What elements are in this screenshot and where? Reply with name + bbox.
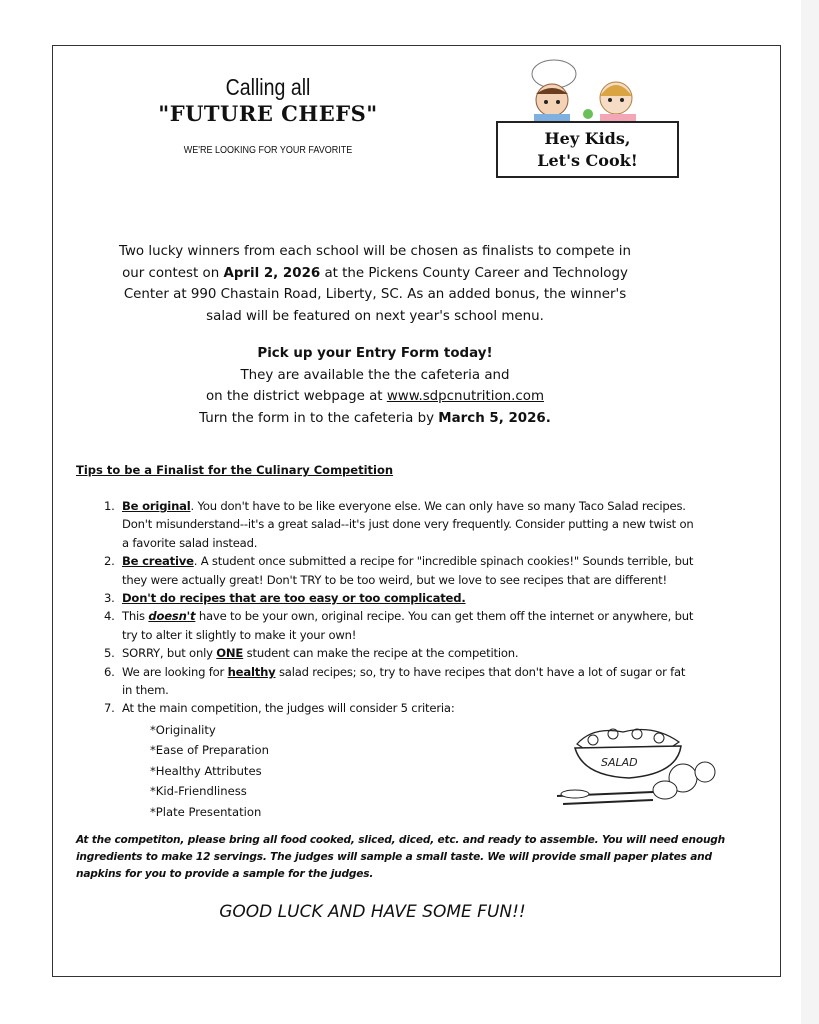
- badge-line-2: Let's Cook!: [537, 151, 638, 170]
- criterion: *Healthy Attributes: [150, 763, 262, 778]
- item-text: At the main competition, the judges will consider 5 criteria:: [122, 701, 455, 716]
- criterion: *Plate Presentation: [150, 804, 262, 819]
- closing-message: GOOD LUCK AND HAVE SOME FUN!!: [219, 901, 526, 922]
- criteria-list: [150, 720, 450, 822]
- item-number: 5.: [104, 646, 115, 661]
- entry-line: They are available the the cafeteria and: [240, 367, 510, 383]
- deadline-date: March 5, 2026.: [438, 410, 551, 426]
- salad-bowl-illustration: [553, 722, 723, 812]
- intro-paragraph: [90, 241, 660, 327]
- entry-text: Turn the form in to the cafeteria by: [199, 410, 439, 426]
- item-text: . You don't have to be like everyone else. We can only have so many Taco Salad recipes. Don't misunderstand--it's a great salad--it's just done very frequently. Consider putting a new twist on a favorite salad instead.: [122, 499, 694, 550]
- item-text: This: [122, 609, 149, 624]
- intro-text: at the Pickens County Career and Technology: [320, 265, 628, 281]
- item-emphasis: doesn't: [148, 609, 196, 624]
- criterion: *Ease of Preparation: [150, 743, 269, 758]
- item-text: SORRY, but only: [122, 646, 217, 661]
- competition-note: At the competiton, please bring all food cooked, sliced, diced, etc. and ready to assemble. You will need enough ingredients to make 12 servings. The judges will sample a small taste. We will provide small paper plates and napkins for you to provide a sample for the judges.: [76, 833, 726, 880]
- title-future-chefs: "FUTURE CHEFS": [158, 101, 378, 126]
- item-number: 2.: [104, 554, 115, 569]
- title-calling: Calling all: [225, 74, 311, 100]
- item-text: have to be your own, original recipe. You can get them off the internet or anywhere, but try to alter it slightly to make it your own!: [122, 609, 694, 642]
- badge-line-1: Hey Kids,: [544, 129, 631, 148]
- list-item: [98, 699, 698, 717]
- kids-chefs-illustration: [516, 56, 656, 122]
- item-emphasis: healthy: [227, 664, 276, 679]
- item-text: . A student once submitted a recipe for "incredible spinach cookies!" Sounds terrible, but they were actually great! Don't TRY to be too weird, but we love to see recipes that are different!: [122, 554, 694, 587]
- intro-line: [90, 263, 660, 285]
- list-item: [98, 589, 698, 607]
- salad-label: SALAD: [601, 756, 638, 769]
- item-emphasis: Be original: [122, 499, 191, 513]
- item-number: 3.: [104, 591, 115, 606]
- item-emphasis: Don't do recipes that are too easy or too complicated.: [122, 591, 466, 606]
- entry-line: [90, 386, 660, 408]
- item-number: 6.: [104, 664, 115, 679]
- item-emphasis: Be creative: [122, 554, 194, 569]
- item-text: salad recipes; so, try to have recipes that don't have a lot of sugar or fat in them.: [122, 664, 686, 698]
- list-item: [98, 552, 698, 589]
- intro-line: salad will be featured on next year's school menu.: [206, 308, 544, 324]
- intro-line: Two lucky winners from each school will be chosen as finalists to compete in: [119, 244, 631, 259]
- intro-text: our contest on: [122, 265, 224, 281]
- list-item: [98, 607, 698, 644]
- contest-date: April 2, 2026: [223, 265, 321, 281]
- item-text: student can make the recipe at the competition.: [243, 646, 519, 661]
- entry-line: [90, 408, 660, 430]
- item-text: We are looking for: [122, 664, 228, 679]
- entry-paragraph: [90, 343, 660, 429]
- item-number: 1.: [104, 499, 115, 513]
- list-item: [98, 644, 698, 662]
- criterion: *Kid-Friendliness: [150, 784, 247, 799]
- hey-kids-badge: [496, 121, 679, 178]
- item-emphasis: ONE: [216, 646, 244, 661]
- criterion: *Originality: [150, 722, 216, 737]
- entry-text: on the district webpage at: [205, 389, 387, 404]
- tips-section: [76, 462, 766, 923]
- subtitle: WE'RE LOOKING FOR YOUR FAVORITE: [183, 145, 353, 156]
- list-item: [98, 497, 698, 552]
- tips-heading: Tips to be a Finalist for the Culinary Competition: [76, 463, 394, 477]
- intro-line: Center at 990 Chastain Road, Liberty, SC. As an added bonus, the winner's: [123, 287, 627, 302]
- item-number: 4.: [104, 609, 115, 624]
- tips-list: [98, 497, 698, 718]
- district-webpage-link[interactable]: www.sdpcnutrition.com: [386, 389, 544, 404]
- scan-edge: [801, 0, 819, 1024]
- entry-heading: Pick up your Entry Form today!: [257, 346, 493, 361]
- item-number: 7.: [104, 701, 115, 716]
- list-item: [98, 663, 698, 700]
